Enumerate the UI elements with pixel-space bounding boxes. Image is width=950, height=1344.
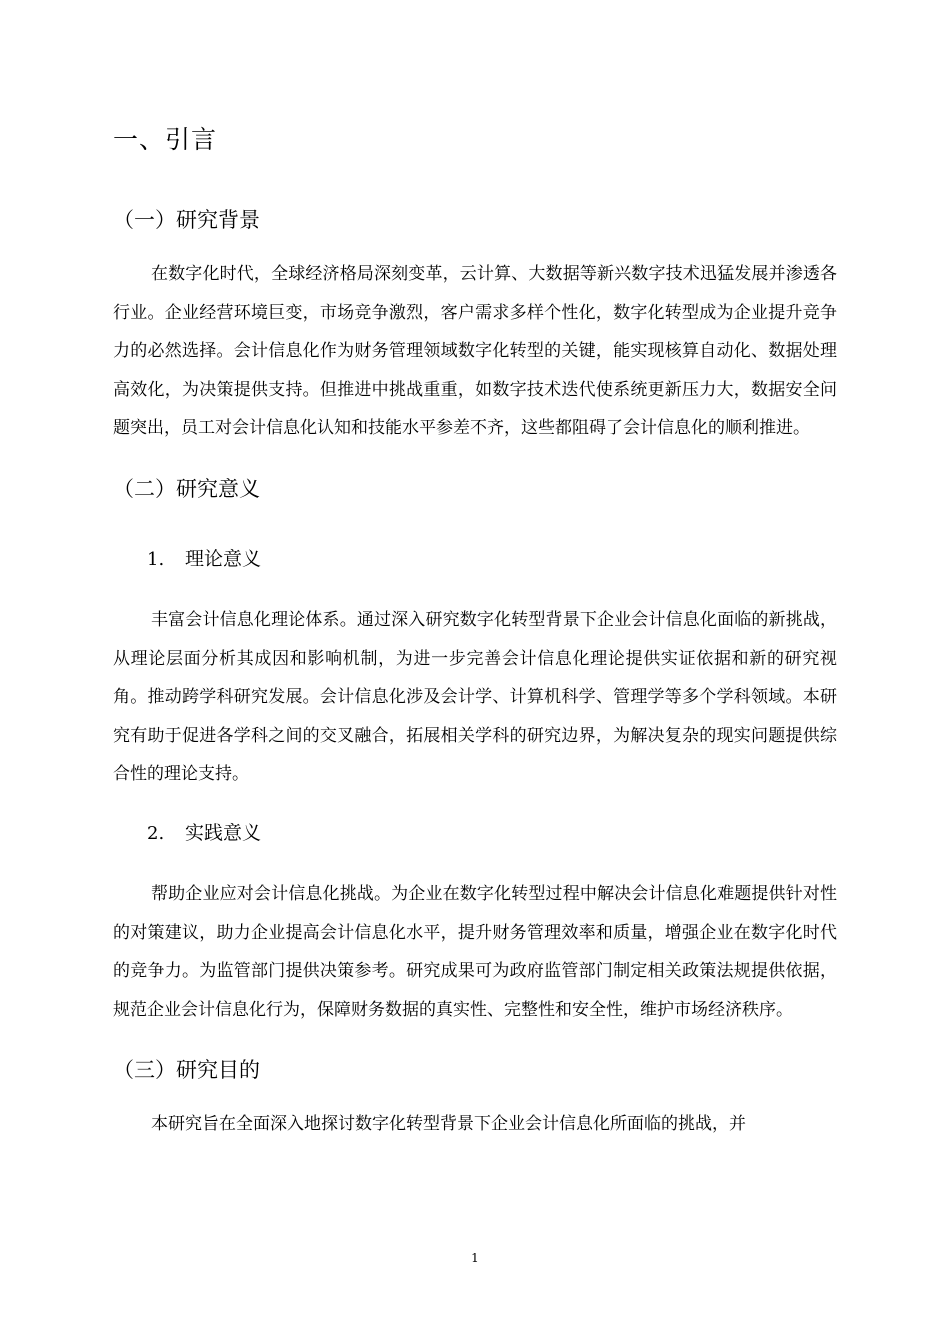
section-heading-significance: （二）研究意义	[113, 476, 260, 501]
subsection-number: 1.	[147, 548, 165, 570]
subsection-number: 2.	[147, 822, 165, 844]
section-heading-purpose: （三）研究目的	[113, 1058, 260, 1083]
background-paragraph: 在数字化时代，全球经济格局深刻变革，云计算、大数据等新兴数字技术迅猛发展并渗透各行业。企业经营环境巨变，市场竞争激烈，客户需求多样个性化，数字化转型成为企业提升竞争力的必然选择。会计信息化作为财务管理领域数字化转型的关键，能实现核算自动化、数据处理高效化，为决策提供支持。但推进中挑战重重，如数字技术迭代使系统更新压力大，数据安全问题突出，员工对会计信息化认知和技能水平参差不齐，这些都阻碍了会计信息化的顺利推进。	[113, 264, 837, 439]
chapter-heading: 一、引言	[113, 125, 218, 154]
theory-paragraph: 丰富会计信息化理论体系。通过深入研究数字化转型背景下企业会计信息化面临的新挑战，从理论层面分析其成因和影响机制，为进一步完善会计信息化理论提供实证依据和新的研究视角。推动跨学科研究发展。会计信息化涉及会计学、计算机科学、管理学等多个学科领域。本研究有助于促进各学科之间的交叉融合，拓展相关学科的研究边界，为解决复杂的现实问题提供综合性的理论支持。	[113, 609, 837, 785]
subsection-title: 理论意义	[185, 547, 262, 570]
subsection-title: 实践意义	[185, 821, 262, 844]
subsection-heading-theory	[113, 544, 837, 575]
page-content	[113, 120, 837, 1168]
page-number: 1	[471, 1251, 479, 1265]
practice-paragraph: 帮助企业应对会计信息化挑战。为企业在数字化转型过程中解决会计信息化难题提供针对性的对策建议，助力企业提高会计信息化水平，提升财务管理效率和质量，增强企业在数字化时代的竞争力。为监管部门提供决策参考。研究成果可为政府监管部门制定相关政策法规提供依据，规范企业会计信息化行为，保障财务数据的真实性、完整性和安全性，维护市场经济秩序。	[113, 883, 837, 1020]
section-heading-background: （一）研究背景	[113, 208, 260, 232]
subsection-heading-practice	[113, 818, 837, 849]
purpose-paragraph: 本研究旨在全面深入地探讨数字化转型背景下企业会计信息化所面临的挑战，并	[151, 1114, 746, 1135]
